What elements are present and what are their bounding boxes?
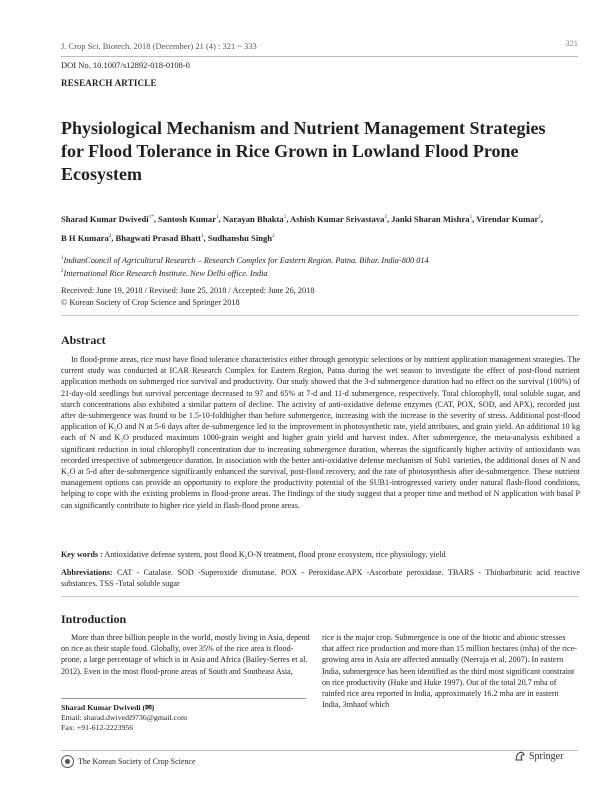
article-type: RESEARCH ARTICLE	[61, 78, 157, 88]
keywords	[61, 549, 580, 560]
author-affil-marker: 2	[272, 233, 275, 239]
author-affil-marker: 1	[469, 215, 473, 220]
author-name[interactable]: B H Kumara	[61, 232, 109, 243]
author-list: Sharad Kumar Dwivedi$^{1*}$, Santosh Kumar$^1$, Narayan Bhakta$^1$, Ashish Kumar Srivastava$^2$, Janki Sharan Mishra$^1$, Virendar Kumar$^2$, B H Kumara$^2$, Bhagwati Prasad Bhatt$^1$, Sudhanshu Singh$^2$	[61, 213, 544, 243]
author-name[interactable]: Virendar Kumar	[476, 213, 539, 224]
introduction-heading: Introduction	[61, 612, 127, 626]
author-name[interactable]: Santosh Kumar	[158, 213, 217, 224]
paper-title: Physiological Mechanism and Nutrient Management Strategies for Flood Tolerance in Rice Grown in Lowland Flood Prone Ecosystem	[61, 118, 546, 184]
doi-link[interactable]: DOI No. 10.1007/s12892-018-0108-0	[61, 60, 190, 70]
author-affil-marker: 1	[216, 215, 219, 220]
keywords-label: Key words :	[61, 550, 103, 559]
society-name: The Korean Society of Crop Science	[78, 757, 196, 766]
author-affil-marker: 2	[384, 215, 387, 220]
section-divider	[61, 596, 578, 597]
springer-horse-icon	[514, 750, 526, 762]
page-number: 321	[565, 38, 578, 48]
copyright-line: © Korean Society of Crop Science and Springer 2018	[61, 297, 240, 307]
correspondence-block	[61, 703, 187, 734]
abstract-text: In flood-prone areas, rice must have flood tolerance characteristics either through genotypic selections or by nutrient application management strategies. The current study was conducted at ICAR Research Complex for Eastern Region, Patna during the wet season to investigate the effect of post-flood nutrient application methods on submerged rice survival and productivity. Our study showed that the 3-d submergence duration had no effect on the survival (100%) of 21-day-old seedlings but survival percentage decreased to 97 and 65% at 7-d and 11-d submergence, respectively. Total chlorophyll, total soluble sugar, and starch concentrations also exhibited a similar pattern of decline. The activity of anti-oxidative defense enzymes (CAT, POX, SOD, and APX), recorded just after de-submergence was found to be 1.5-10-foldhigher than before submergence, increasing with the increase in the severity of stress. Additional post-flood application of K₂O and N at 5-6 days after de-submergence led to the improvement in photosynthetic rate, yield attributes, and grain yield. An additional 10 kg each of N and K₂O produced maximum 1000-grain weight and higher grain yield and harvest index. After submergence, the meta-analysis exhibited a significant reduction in total chlorophyll concentration due to increasing submergence duration, whereas the significantly higher activity of antioxidants was recorded irrespective of submergence duration. In association with the better anti-oxidative defense mechanism of Sub1 varieties, the additional doses of N and K₂O at 5-d after de-submergence significantly enhanced the survival, post-flood recovery, and the rate of photosynthesis after de-submergence. These nutrient management options can provide an opportunity to explore the productivity potential of the SUB1-introgressed variety under natural flash-flood conditions, helping to cope with the existing problems in flood-prone areas. The findings of the study suggest that a proper time and method of N application with basal P can significantly contribute to higher rice yield in flash-flood prone areas.	[61, 355, 580, 510]
affiliation-2: $^2$International Rice Research Institute. New Delhi office. India	[61, 268, 268, 278]
abbreviations-label: Abbreviations:	[61, 568, 113, 577]
author-name[interactable]: Sharad Kumar Dwivedi	[61, 213, 149, 224]
fax-number: Fax: +91-612-2223956	[61, 723, 134, 733]
intro-left-column	[61, 632, 311, 677]
header-divider	[61, 56, 578, 57]
author-name[interactable]: Sudhanshu Singh	[207, 232, 273, 243]
email-link[interactable]: Email: sharad.dwivedi9736@gmail.com	[61, 713, 188, 723]
author-affil-marker: 1	[201, 233, 204, 239]
author-affil-marker: 2	[538, 215, 541, 220]
abbreviations-text: CAT - Catalase. SOD -Superoxide dismutase. POX - Peroxidase.APX -Ascorbate peroxidase. TBARS - Thiobarbituric acid reactive substances. TSS -Total soluble sugar	[61, 568, 580, 589]
publisher-name: Springer	[529, 750, 564, 762]
society-logo-icon	[61, 755, 74, 768]
author-affil-marker: 1*	[148, 215, 154, 220]
intro-right-column: rice is the major crop. Submergence is one of the biotic and abiotic stresses that affect rice production and more than 15 million hectares (mha) of the rice-growing area in Asia are affected annually (Neeraja et al. 2007). In eastern India, submergence has been identified as the third most significant constraint on rice productivity (Huke and Huke 1997). Out of the total 20.7 mha of rainfed rice area reported in India, approximately 16.2 mha are in eastern India, 3mhaof which	[322, 633, 577, 710]
author-name[interactable]: Janki Sharan Mishra	[391, 213, 470, 224]
society-footer	[61, 755, 196, 768]
section-divider	[61, 315, 578, 316]
author-name[interactable]: Bhagwati Prasad Bhatt	[115, 232, 202, 243]
affiliation-1: $^1$IndianCouncil of Agricultural Research – Research Complex for Eastern Region. Patna. Bihar. India-800 014	[61, 255, 429, 265]
publisher-logo	[514, 750, 563, 762]
author-affil-marker: 1	[283, 215, 287, 220]
footnote-divider	[61, 698, 306, 699]
author-affil-marker: 2	[108, 233, 112, 239]
author-name[interactable]: Ashish Kumar Srivastava	[290, 213, 385, 224]
article-history	[61, 285, 314, 308]
received-dates: Received: June 19, 2018 / Revised: June 25, 2018 / Accepted: June 26, 2018	[61, 286, 315, 295]
keywords-text: Antioxidative defense system, post flood K₂O-N treatment, flood prone ecosystem, rice physiology, yield	[104, 550, 446, 559]
corresponding-author: Sharad Kumar Dwivedi (✉)	[61, 703, 155, 712]
intro-left-text: More than three billion people in the world, mostly living in Asia, depend on rice as their staple food. Globally, over 35% of the rice area is flood-prone, a large percentage of which is in Asia and Africa (Bailey-Serres et al. 2012). Even in the most flood-prone areas of South and Southeast Asia,	[61, 633, 310, 676]
abstract-heading: Abstract	[61, 333, 106, 347]
footer-divider	[61, 750, 578, 751]
author-name[interactable]: Narayan Bhakta	[222, 213, 284, 224]
affiliations	[61, 253, 429, 279]
journal-citation: J. Crop Sci. Biotech. 2018 (December) 21 (4) : 321 ~ 333	[61, 41, 257, 51]
abbreviations	[61, 567, 580, 590]
